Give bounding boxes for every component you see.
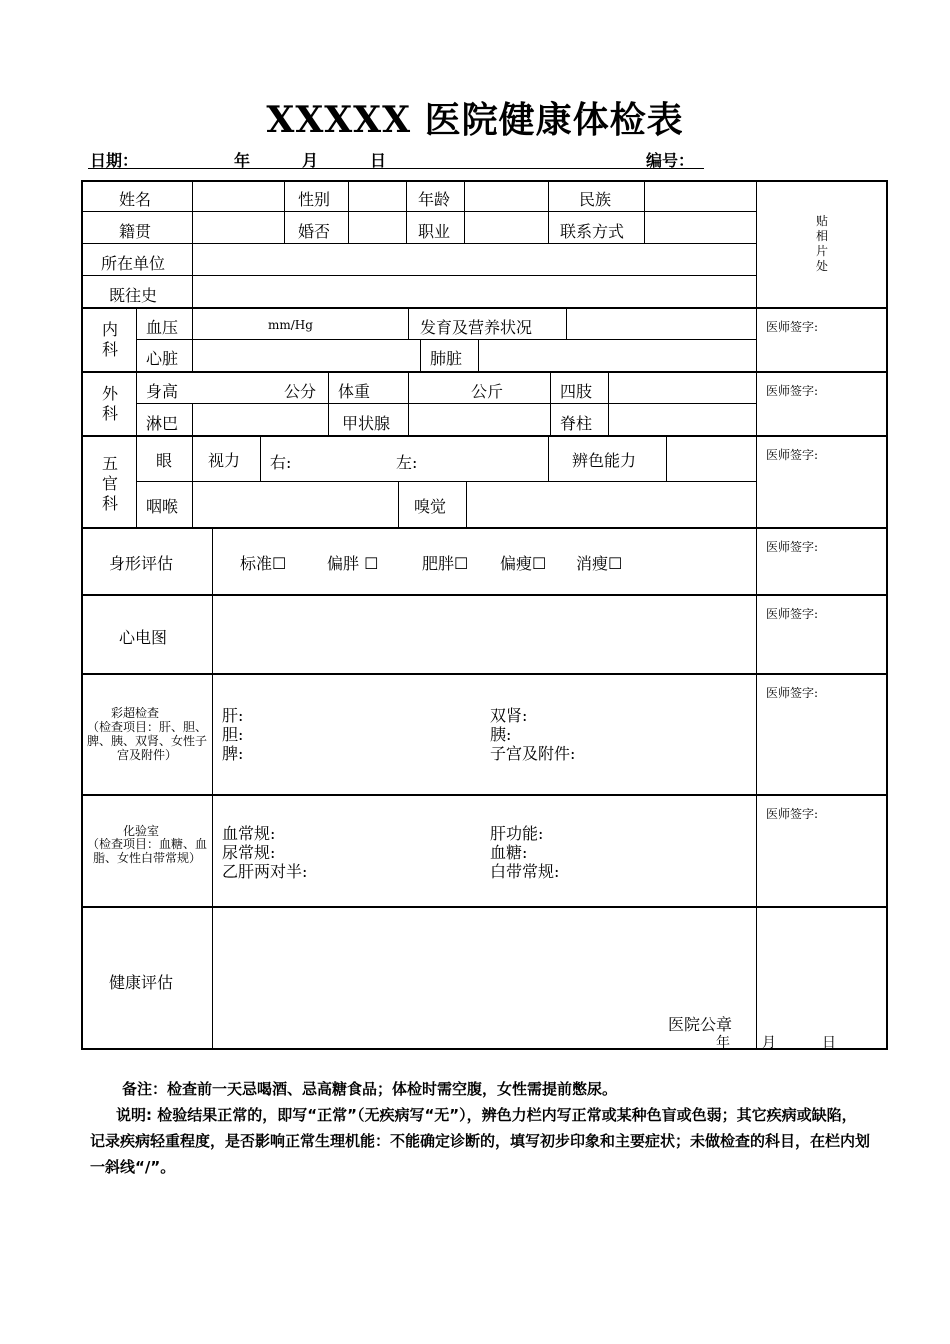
- ultrasound-item: 肝:: [222, 706, 244, 725]
- gender-label: 性别: [298, 190, 331, 209]
- body-shape-option[interactable]: 偏瘦☐: [500, 554, 547, 573]
- stamp-day: 日: [822, 1035, 836, 1051]
- throat-label: 咽喉: [146, 497, 179, 516]
- ecg-label: 心电图: [119, 628, 168, 647]
- section-char: 五: [101, 454, 118, 473]
- workplace-label: 所在单位: [101, 254, 166, 273]
- body-shape-option[interactable]: 肥胖☐: [422, 554, 469, 573]
- explanation-text: 说明: 检验结果正常的，即写“正常”（无疾病写“无”），辨色力栏内写正常或某种色盲或色弱；其它疾病或缺陷，记录疾病轻重程度，是否影响正常生理机能：不能确定诊断的，填写初步印象和主要症状；未做检查的科目，在栏内划一斜线“/”。: [90, 1106, 871, 1176]
- ultrasound-label: 彩超检查: [111, 706, 160, 720]
- ultrasound-item: 子宫及附件:: [490, 744, 576, 763]
- marital-label: 婚否: [298, 222, 331, 241]
- lab-label: 化验室: [123, 824, 160, 838]
- weight-label: 体重: [338, 382, 371, 401]
- lab-item: 白带常规:: [490, 862, 560, 881]
- limbs-label: 四肢: [560, 382, 593, 401]
- section-char: 官: [101, 474, 118, 493]
- section-char: 科: [101, 494, 118, 513]
- number-label: 编号：: [646, 151, 695, 170]
- date-label: 日期：: [90, 151, 139, 170]
- section-char: 科: [101, 340, 118, 359]
- remark-text: 备注：检查前一天忌喝酒、忌高糖食品；体检时需空腹，女性需提前憋尿。: [122, 1080, 618, 1098]
- doctor-signature: 医师签字:: [766, 320, 819, 334]
- ultrasound-items-left: [222, 706, 243, 763]
- ultrasound-note: （检查项目：肝、胆、脾、胰、双肾、女性子宫及附件）: [87, 720, 208, 762]
- date-month: 月: [302, 151, 319, 170]
- smell-label: 嗅觉: [414, 497, 447, 516]
- ethnicity-label: 民族: [579, 190, 612, 209]
- doctor-signature: 医师签字:: [766, 807, 819, 821]
- doctor-signature: 医师签字:: [766, 384, 819, 398]
- doctor-signature: 医师签字:: [766, 686, 819, 700]
- native-place-label: 籍贯: [119, 222, 152, 241]
- photo-char: 贴: [815, 214, 828, 228]
- health-assessment-label: 健康评估: [109, 973, 174, 992]
- body-shape-option[interactable]: 标准☐: [240, 554, 287, 573]
- lab-item: 肝功能:: [490, 824, 544, 843]
- ent-section-label: [100, 454, 120, 514]
- ultrasound-item: 胆:: [222, 725, 244, 744]
- body-shape-option[interactable]: 偏胖 ☐: [327, 554, 379, 573]
- doctor-signature: 医师签字:: [766, 607, 819, 621]
- stamp-month: 月: [762, 1035, 776, 1051]
- section-char: 内: [101, 320, 118, 339]
- page-title: XXXXX 医院健康体检表: [266, 99, 684, 141]
- thyroid-label: 甲状腺: [342, 414, 391, 433]
- nutrition-label: 发育及营养状况: [420, 318, 533, 337]
- doctor-signature: 医师签字:: [766, 448, 819, 462]
- stamp-year: 年: [716, 1035, 730, 1051]
- photo-char: 片: [815, 244, 828, 258]
- heart-label: 心脏: [146, 349, 179, 368]
- photo-char: 处: [815, 259, 828, 273]
- lab-item: 尿常规:: [222, 843, 276, 862]
- internal-section-label: [100, 320, 120, 360]
- hospital-stamp-label: 医院公章: [668, 1015, 733, 1034]
- lab-item: 乙肝两对半:: [222, 862, 308, 881]
- lab-items-left: [222, 824, 307, 881]
- notes: [90, 1076, 870, 1180]
- lab-item: 血糖:: [490, 843, 528, 862]
- lab-item: 血常规:: [222, 824, 276, 843]
- body-shape-option[interactable]: 消瘦☐: [576, 554, 623, 573]
- name-label: 姓名: [119, 190, 152, 209]
- bp-unit: mm/Hg: [268, 318, 313, 332]
- eye-label: 眼: [156, 451, 173, 470]
- age-label: 年龄: [418, 190, 451, 209]
- bp-label: 血压: [146, 318, 179, 337]
- lymph-label: 淋巴: [146, 414, 179, 433]
- ultrasound-item: 胰:: [490, 725, 512, 744]
- photo-area: [815, 214, 829, 274]
- spine-label: 脊柱: [560, 414, 593, 433]
- ultrasound-item: 脾:: [222, 744, 244, 763]
- date-day: 日: [370, 151, 387, 170]
- section-char: 外: [101, 384, 118, 403]
- occupation-label: 职业: [418, 222, 451, 241]
- lab-items-right: [490, 824, 559, 881]
- ultrasound-items-right: [490, 706, 575, 763]
- vision-label: 视力: [208, 451, 241, 470]
- date-year: 年: [234, 151, 251, 170]
- weight-unit: 公斤: [471, 382, 504, 401]
- body-shape-label: 身形评估: [109, 554, 174, 573]
- history-label: 既往史: [109, 286, 158, 305]
- surgery-section-label: [100, 384, 120, 424]
- lab-note: （检查项目：血糖、血脂、女性白带常规）: [87, 837, 208, 865]
- health-exam-form: [81, 180, 888, 1050]
- contact-label: 联系方式: [560, 222, 625, 241]
- vision-left: 左:: [396, 453, 418, 472]
- photo-char: 相: [815, 229, 828, 243]
- section-char: 科: [101, 404, 118, 423]
- vision-right: 右:: [270, 453, 292, 472]
- lung-label: 肺脏: [430, 349, 463, 368]
- height-label: 身高: [146, 382, 179, 401]
- doctor-signature: 医师签字:: [766, 540, 819, 554]
- height-unit: 公分: [284, 382, 317, 401]
- ultrasound-item: 双肾:: [490, 706, 528, 725]
- date-underline: [88, 168, 704, 169]
- color-vision-label: 辨色能力: [572, 451, 637, 470]
